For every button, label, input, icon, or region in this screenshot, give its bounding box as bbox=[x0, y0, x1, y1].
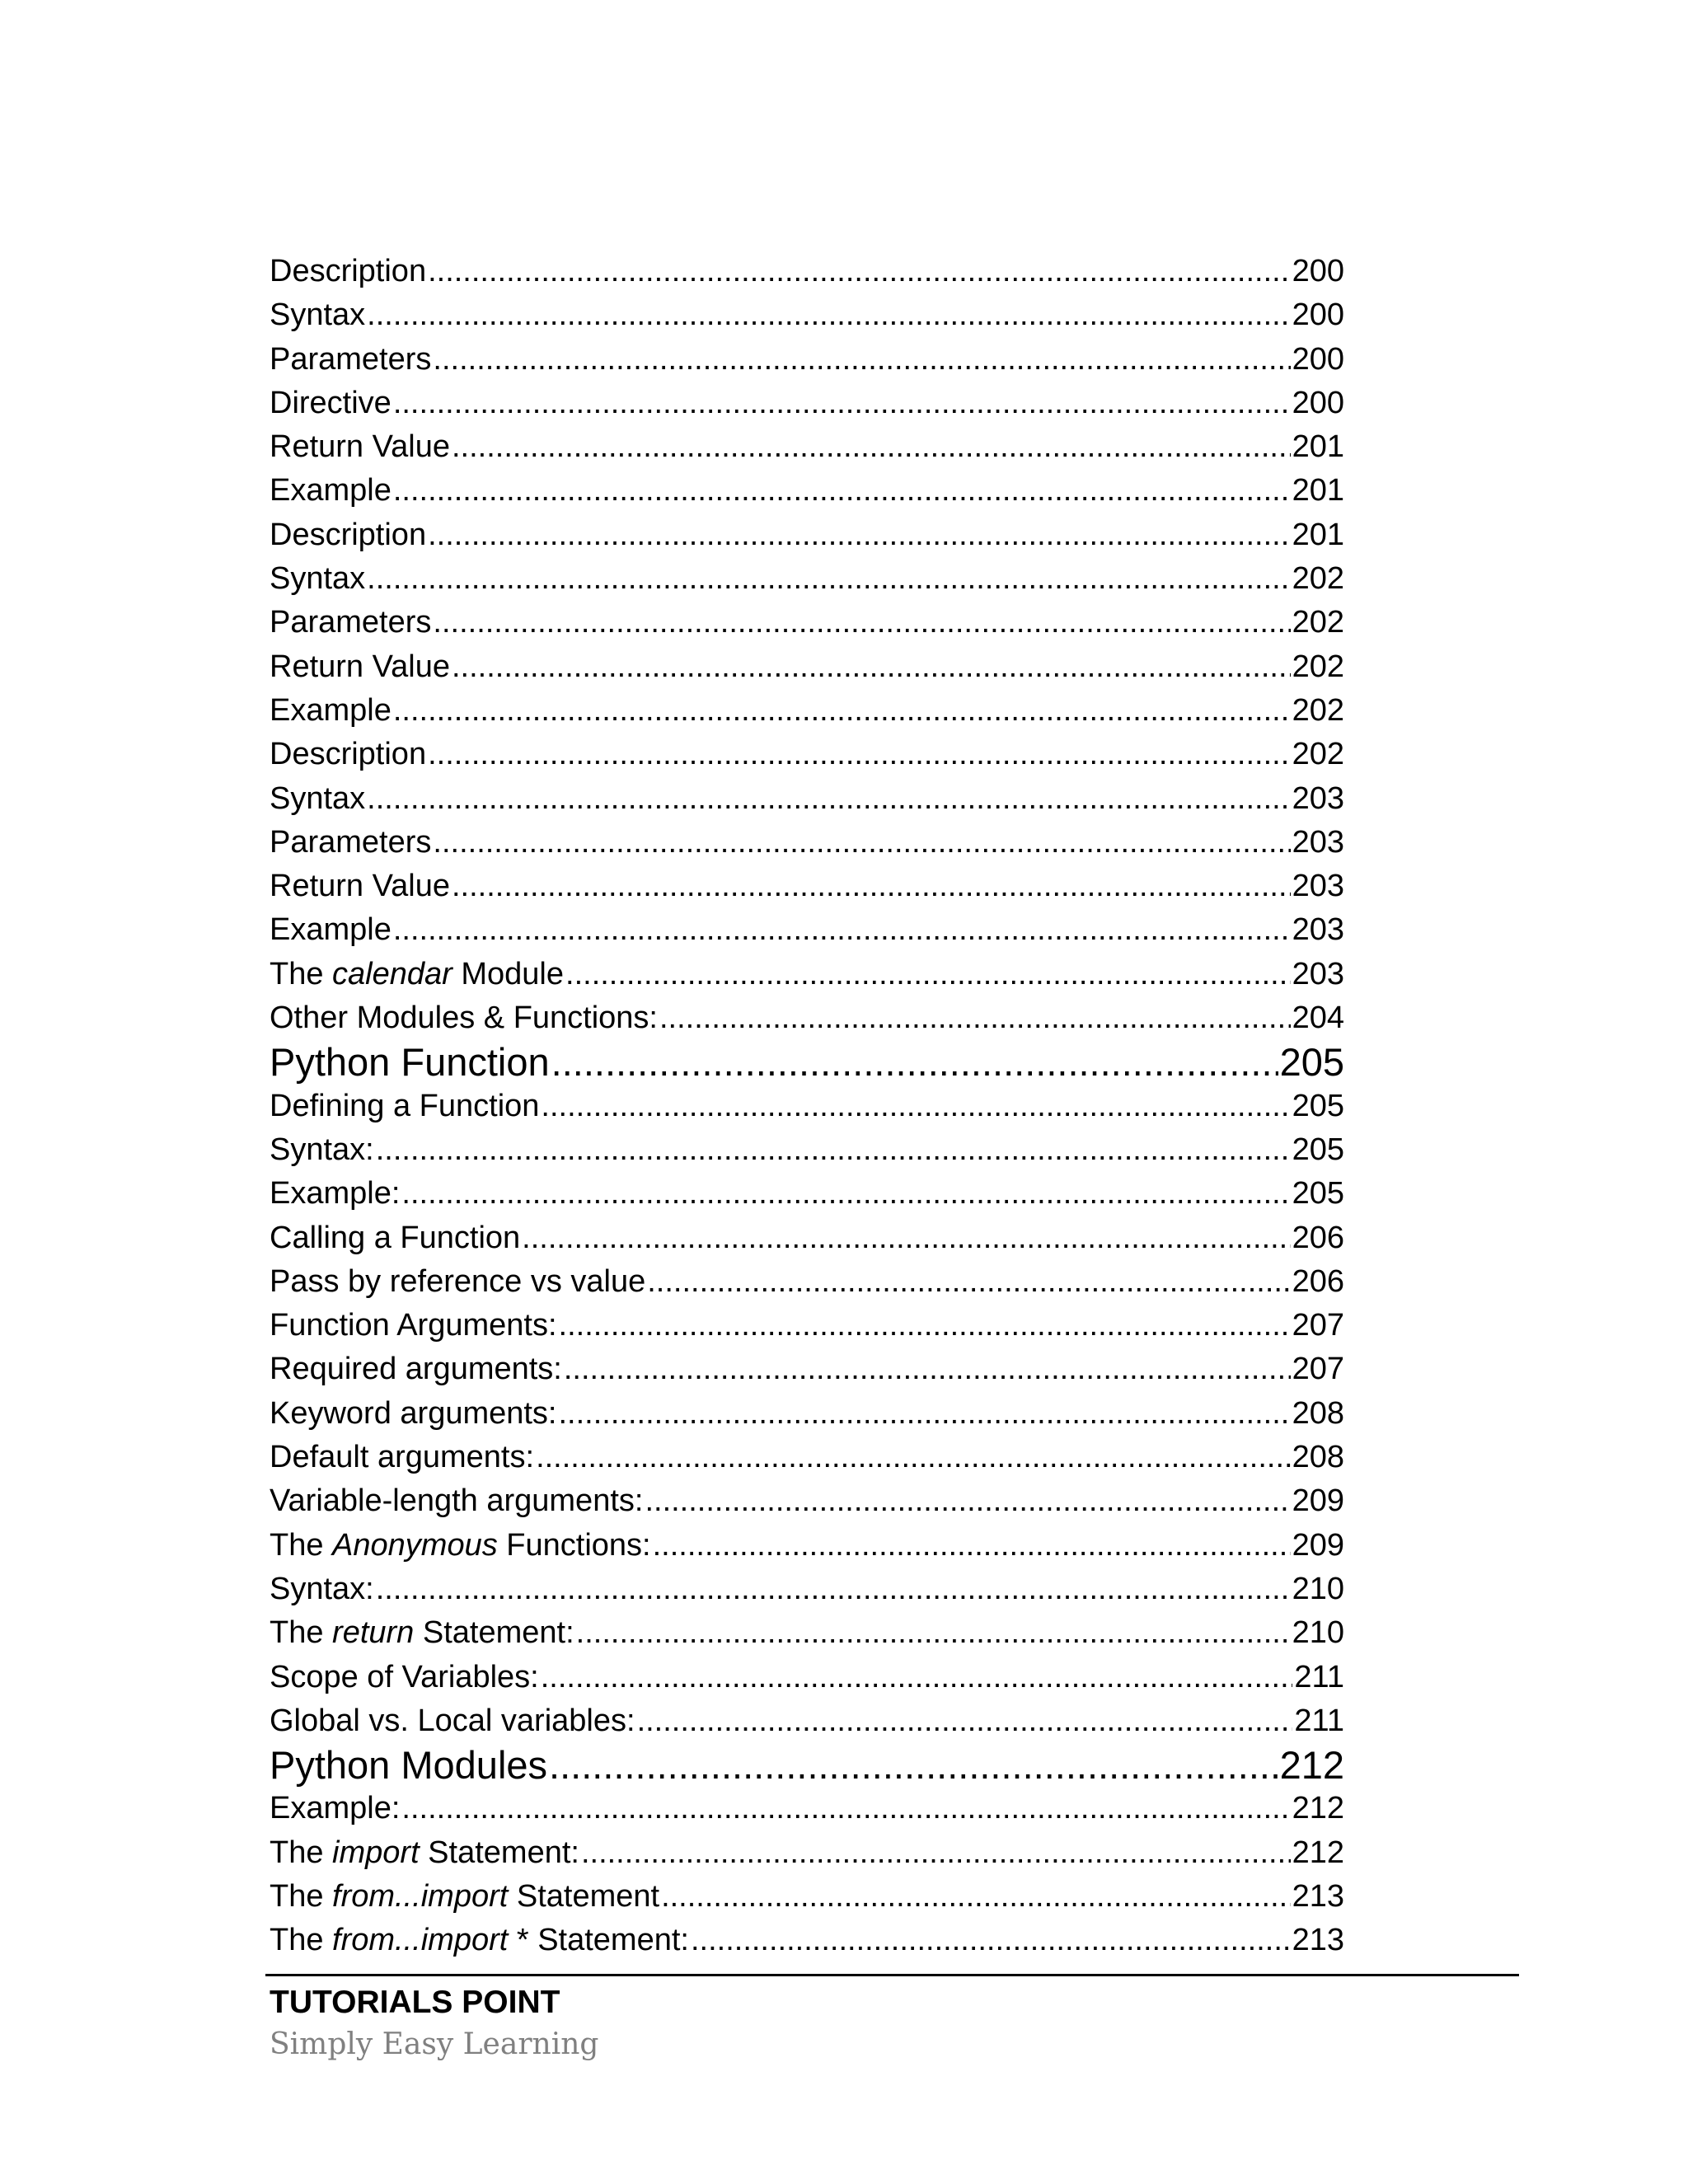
toc-entry-title: Directive bbox=[270, 385, 392, 420]
toc-dot-leader bbox=[433, 821, 1290, 865]
toc-entry-title: Example: bbox=[270, 1791, 401, 1826]
toc-entry-title: Default arguments: bbox=[270, 1440, 535, 1475]
toc-dot-leader bbox=[452, 425, 1291, 469]
toc-entry-title: Function Arguments: bbox=[270, 1308, 557, 1343]
toc-page-number: 200 bbox=[1292, 385, 1344, 420]
toc-page-number: 204 bbox=[1292, 1001, 1344, 1036]
toc-entry[interactable] bbox=[270, 1656, 1344, 1699]
toc-dot-leader bbox=[541, 1085, 1290, 1128]
toc-entry[interactable] bbox=[270, 1128, 1344, 1172]
toc-page-number: 209 bbox=[1292, 1483, 1344, 1519]
toc-dot-leader bbox=[637, 1699, 1293, 1743]
toc-page-number: 201 bbox=[1292, 473, 1344, 509]
toc-page-number: 203 bbox=[1292, 780, 1344, 816]
toc-entry-title: Example bbox=[270, 692, 392, 728]
toc-dot-leader bbox=[559, 1392, 1291, 1436]
toc-entry-title: Example bbox=[270, 912, 392, 948]
toc-entry[interactable] bbox=[270, 1436, 1344, 1479]
toc-page-number: 208 bbox=[1292, 1440, 1344, 1475]
toc-entry[interactable] bbox=[270, 513, 1344, 557]
toc-entry[interactable] bbox=[270, 293, 1344, 337]
toc-page-number: 202 bbox=[1292, 605, 1344, 640]
toc-entry-title: Return Value bbox=[270, 869, 450, 904]
toc-entry-title: Parameters bbox=[270, 824, 432, 860]
toc-dot-leader bbox=[661, 1875, 1291, 1919]
toc-dot-leader bbox=[565, 953, 1291, 996]
toc-entry-title: The return Statement: bbox=[270, 1615, 574, 1651]
toc-entry-title: Defining a Function bbox=[270, 1088, 540, 1123]
toc-entry-title: Required arguments: bbox=[270, 1352, 562, 1387]
toc-entry-title: Calling a Function bbox=[270, 1220, 521, 1255]
toc-dot-leader bbox=[536, 1436, 1291, 1479]
toc-entry[interactable] bbox=[270, 777, 1344, 821]
toc-entry-title: Variable-length arguments: bbox=[270, 1483, 644, 1519]
toc-entry-title: The calendar Module bbox=[270, 956, 565, 991]
toc-entry[interactable] bbox=[270, 1479, 1344, 1523]
toc-page-number: 205 bbox=[1292, 1088, 1344, 1123]
toc-entry[interactable] bbox=[270, 1260, 1344, 1304]
toc-page-number: 212 bbox=[1292, 1835, 1344, 1870]
toc-page-number: 207 bbox=[1292, 1308, 1344, 1343]
footer-brand: TUTORIALS POINT bbox=[270, 1985, 560, 2020]
toc-dot-leader bbox=[367, 293, 1290, 337]
toc-dot-leader bbox=[401, 1787, 1290, 1830]
toc-entry-title: Parameters bbox=[270, 341, 432, 377]
toc-entry[interactable] bbox=[270, 645, 1344, 689]
toc-page-number: 203 bbox=[1292, 869, 1344, 904]
toc-entry[interactable] bbox=[270, 1216, 1344, 1260]
toc-entry-title: The from...import Statement bbox=[270, 1878, 660, 1914]
toc-entry-title: Other Modules & Functions: bbox=[270, 1001, 658, 1036]
toc-page-number: 201 bbox=[1292, 517, 1344, 552]
toc-page-number: 202 bbox=[1292, 692, 1344, 728]
toc-entry[interactable] bbox=[270, 1699, 1344, 1743]
toc-entry[interactable] bbox=[270, 733, 1344, 776]
toc-dot-leader bbox=[564, 1347, 1291, 1391]
toc-page-number: 201 bbox=[1292, 429, 1344, 465]
toc-page-number: 205 bbox=[1279, 1040, 1344, 1085]
toc-page-number: 202 bbox=[1292, 649, 1344, 684]
toc-page-number: 213 bbox=[1292, 1878, 1344, 1914]
toc-entry[interactable] bbox=[270, 1347, 1344, 1391]
toc-dot-leader bbox=[549, 1743, 1278, 1787]
toc-entry-title: Syntax bbox=[270, 298, 366, 333]
toc-chapter-entry[interactable] bbox=[270, 1040, 1344, 1084]
toc-page-number: 210 bbox=[1292, 1615, 1344, 1651]
toc-dot-leader bbox=[551, 1040, 1278, 1084]
toc-page-number: 209 bbox=[1292, 1527, 1344, 1563]
toc-chapter-entry[interactable] bbox=[270, 1743, 1344, 1787]
toc-entry[interactable] bbox=[270, 1172, 1344, 1216]
toc-dot-leader bbox=[433, 338, 1290, 382]
toc-entry[interactable] bbox=[270, 821, 1344, 865]
toc-entry[interactable] bbox=[270, 250, 1344, 293]
table-of-contents bbox=[270, 250, 1344, 1963]
toc-entry[interactable] bbox=[270, 557, 1344, 601]
toc-entry[interactable] bbox=[270, 1304, 1344, 1347]
toc-entry-title: Description bbox=[270, 517, 427, 552]
toc-entry-title: Example bbox=[270, 473, 392, 509]
toc-dot-leader bbox=[376, 1568, 1291, 1611]
toc-dot-leader bbox=[559, 1304, 1291, 1347]
footer-tagline: Simply Easy Learning bbox=[270, 2027, 599, 2061]
toc-entry[interactable] bbox=[270, 1875, 1344, 1919]
toc-entry-title: Syntax bbox=[270, 561, 366, 597]
toc-dot-leader bbox=[367, 777, 1290, 821]
toc-entry-title: Keyword arguments: bbox=[270, 1395, 557, 1431]
toc-dot-leader bbox=[393, 908, 1291, 952]
toc-page-number: 202 bbox=[1292, 737, 1344, 772]
toc-entry[interactable] bbox=[270, 1568, 1344, 1611]
toc-page-number: 202 bbox=[1292, 561, 1344, 597]
toc-page-number: 200 bbox=[1292, 298, 1344, 333]
toc-entry-title: Syntax bbox=[270, 780, 366, 816]
toc-dot-leader bbox=[645, 1479, 1290, 1523]
toc-page-number: 212 bbox=[1292, 1791, 1344, 1826]
toc-entry[interactable] bbox=[270, 382, 1344, 425]
toc-page-number: 203 bbox=[1292, 956, 1344, 991]
toc-entry-title: Syntax: bbox=[270, 1132, 374, 1167]
toc-entry-title: Scope of Variables: bbox=[270, 1659, 539, 1694]
toc-entry[interactable] bbox=[270, 601, 1344, 644]
toc-dot-leader bbox=[428, 250, 1291, 293]
toc-entry[interactable] bbox=[270, 338, 1344, 382]
toc-entry-title: Example: bbox=[270, 1176, 401, 1212]
toc-entry-title: Parameters bbox=[270, 605, 432, 640]
toc-page-number: 206 bbox=[1292, 1220, 1344, 1255]
toc-dot-leader bbox=[376, 1128, 1291, 1172]
toc-entry[interactable] bbox=[270, 1831, 1344, 1875]
toc-page-number: 205 bbox=[1292, 1176, 1344, 1212]
toc-page-number: 212 bbox=[1279, 1743, 1344, 1788]
toc-entry-title: Description bbox=[270, 737, 427, 772]
toc-page-number: 200 bbox=[1292, 254, 1344, 288]
toc-entry-title: Return Value bbox=[270, 649, 450, 684]
toc-page-number: 206 bbox=[1292, 1263, 1344, 1299]
toc-entry-title: Syntax: bbox=[270, 1571, 374, 1606]
toc-dot-leader bbox=[659, 996, 1291, 1040]
toc-dot-leader bbox=[576, 1611, 1291, 1655]
toc-entry-title: The Anonymous Functions: bbox=[270, 1527, 651, 1563]
toc-entry[interactable] bbox=[270, 865, 1344, 908]
toc-entry[interactable] bbox=[270, 469, 1344, 513]
toc-page-number: 211 bbox=[1294, 1703, 1344, 1738]
footer-divider bbox=[265, 1974, 1519, 1976]
toc-page-number: 207 bbox=[1292, 1352, 1344, 1387]
toc-entry-title: The import Statement: bbox=[270, 1835, 579, 1870]
toc-dot-leader bbox=[653, 1524, 1291, 1568]
toc-dot-leader bbox=[367, 557, 1290, 601]
toc-page-number: 200 bbox=[1292, 341, 1344, 377]
toc-entry[interactable] bbox=[270, 996, 1344, 1040]
toc-entry-title: Description bbox=[270, 254, 427, 288]
toc-page-number: 213 bbox=[1292, 1923, 1344, 1958]
toc-entry[interactable] bbox=[270, 1524, 1344, 1568]
toc-dot-leader bbox=[691, 1919, 1291, 1962]
toc-entry[interactable] bbox=[270, 953, 1344, 996]
toc-dot-leader bbox=[428, 513, 1291, 557]
toc-entry-title: The from...import * Statement: bbox=[270, 1923, 689, 1958]
toc-entry[interactable] bbox=[270, 1611, 1344, 1655]
toc-entry-title: Return Value bbox=[270, 429, 450, 465]
toc-dot-leader bbox=[401, 1172, 1290, 1216]
toc-dot-leader bbox=[393, 469, 1291, 513]
toc-dot-leader bbox=[428, 733, 1291, 776]
toc-dot-leader bbox=[541, 1656, 1293, 1699]
toc-entry-title: Python Function bbox=[270, 1040, 550, 1085]
toc-entry-title: Python Modules bbox=[270, 1743, 548, 1788]
toc-dot-leader bbox=[647, 1260, 1290, 1304]
toc-dot-leader bbox=[581, 1831, 1291, 1875]
toc-entry-title: Pass by reference vs value bbox=[270, 1263, 646, 1299]
toc-dot-leader bbox=[433, 601, 1290, 644]
toc-page-number: 205 bbox=[1292, 1132, 1344, 1167]
toc-page-number: 203 bbox=[1292, 824, 1344, 860]
toc-dot-leader bbox=[452, 865, 1291, 908]
toc-dot-leader bbox=[393, 689, 1291, 733]
toc-page-number: 208 bbox=[1292, 1395, 1344, 1431]
toc-dot-leader bbox=[393, 382, 1291, 425]
toc-entry[interactable] bbox=[270, 908, 1344, 952]
toc-entry-title: Global vs. Local variables: bbox=[270, 1703, 635, 1738]
toc-entry[interactable] bbox=[270, 1392, 1344, 1436]
toc-dot-leader bbox=[522, 1216, 1290, 1260]
toc-entry[interactable] bbox=[270, 1919, 1344, 1962]
toc-page-number: 203 bbox=[1292, 912, 1344, 948]
toc-page-number: 210 bbox=[1292, 1571, 1344, 1606]
toc-entry[interactable] bbox=[270, 689, 1344, 733]
toc-dot-leader bbox=[452, 645, 1291, 689]
toc-page-number: 211 bbox=[1294, 1659, 1344, 1694]
toc-entry[interactable] bbox=[270, 425, 1344, 469]
toc-entry[interactable] bbox=[270, 1787, 1344, 1830]
toc-entry[interactable] bbox=[270, 1085, 1344, 1128]
